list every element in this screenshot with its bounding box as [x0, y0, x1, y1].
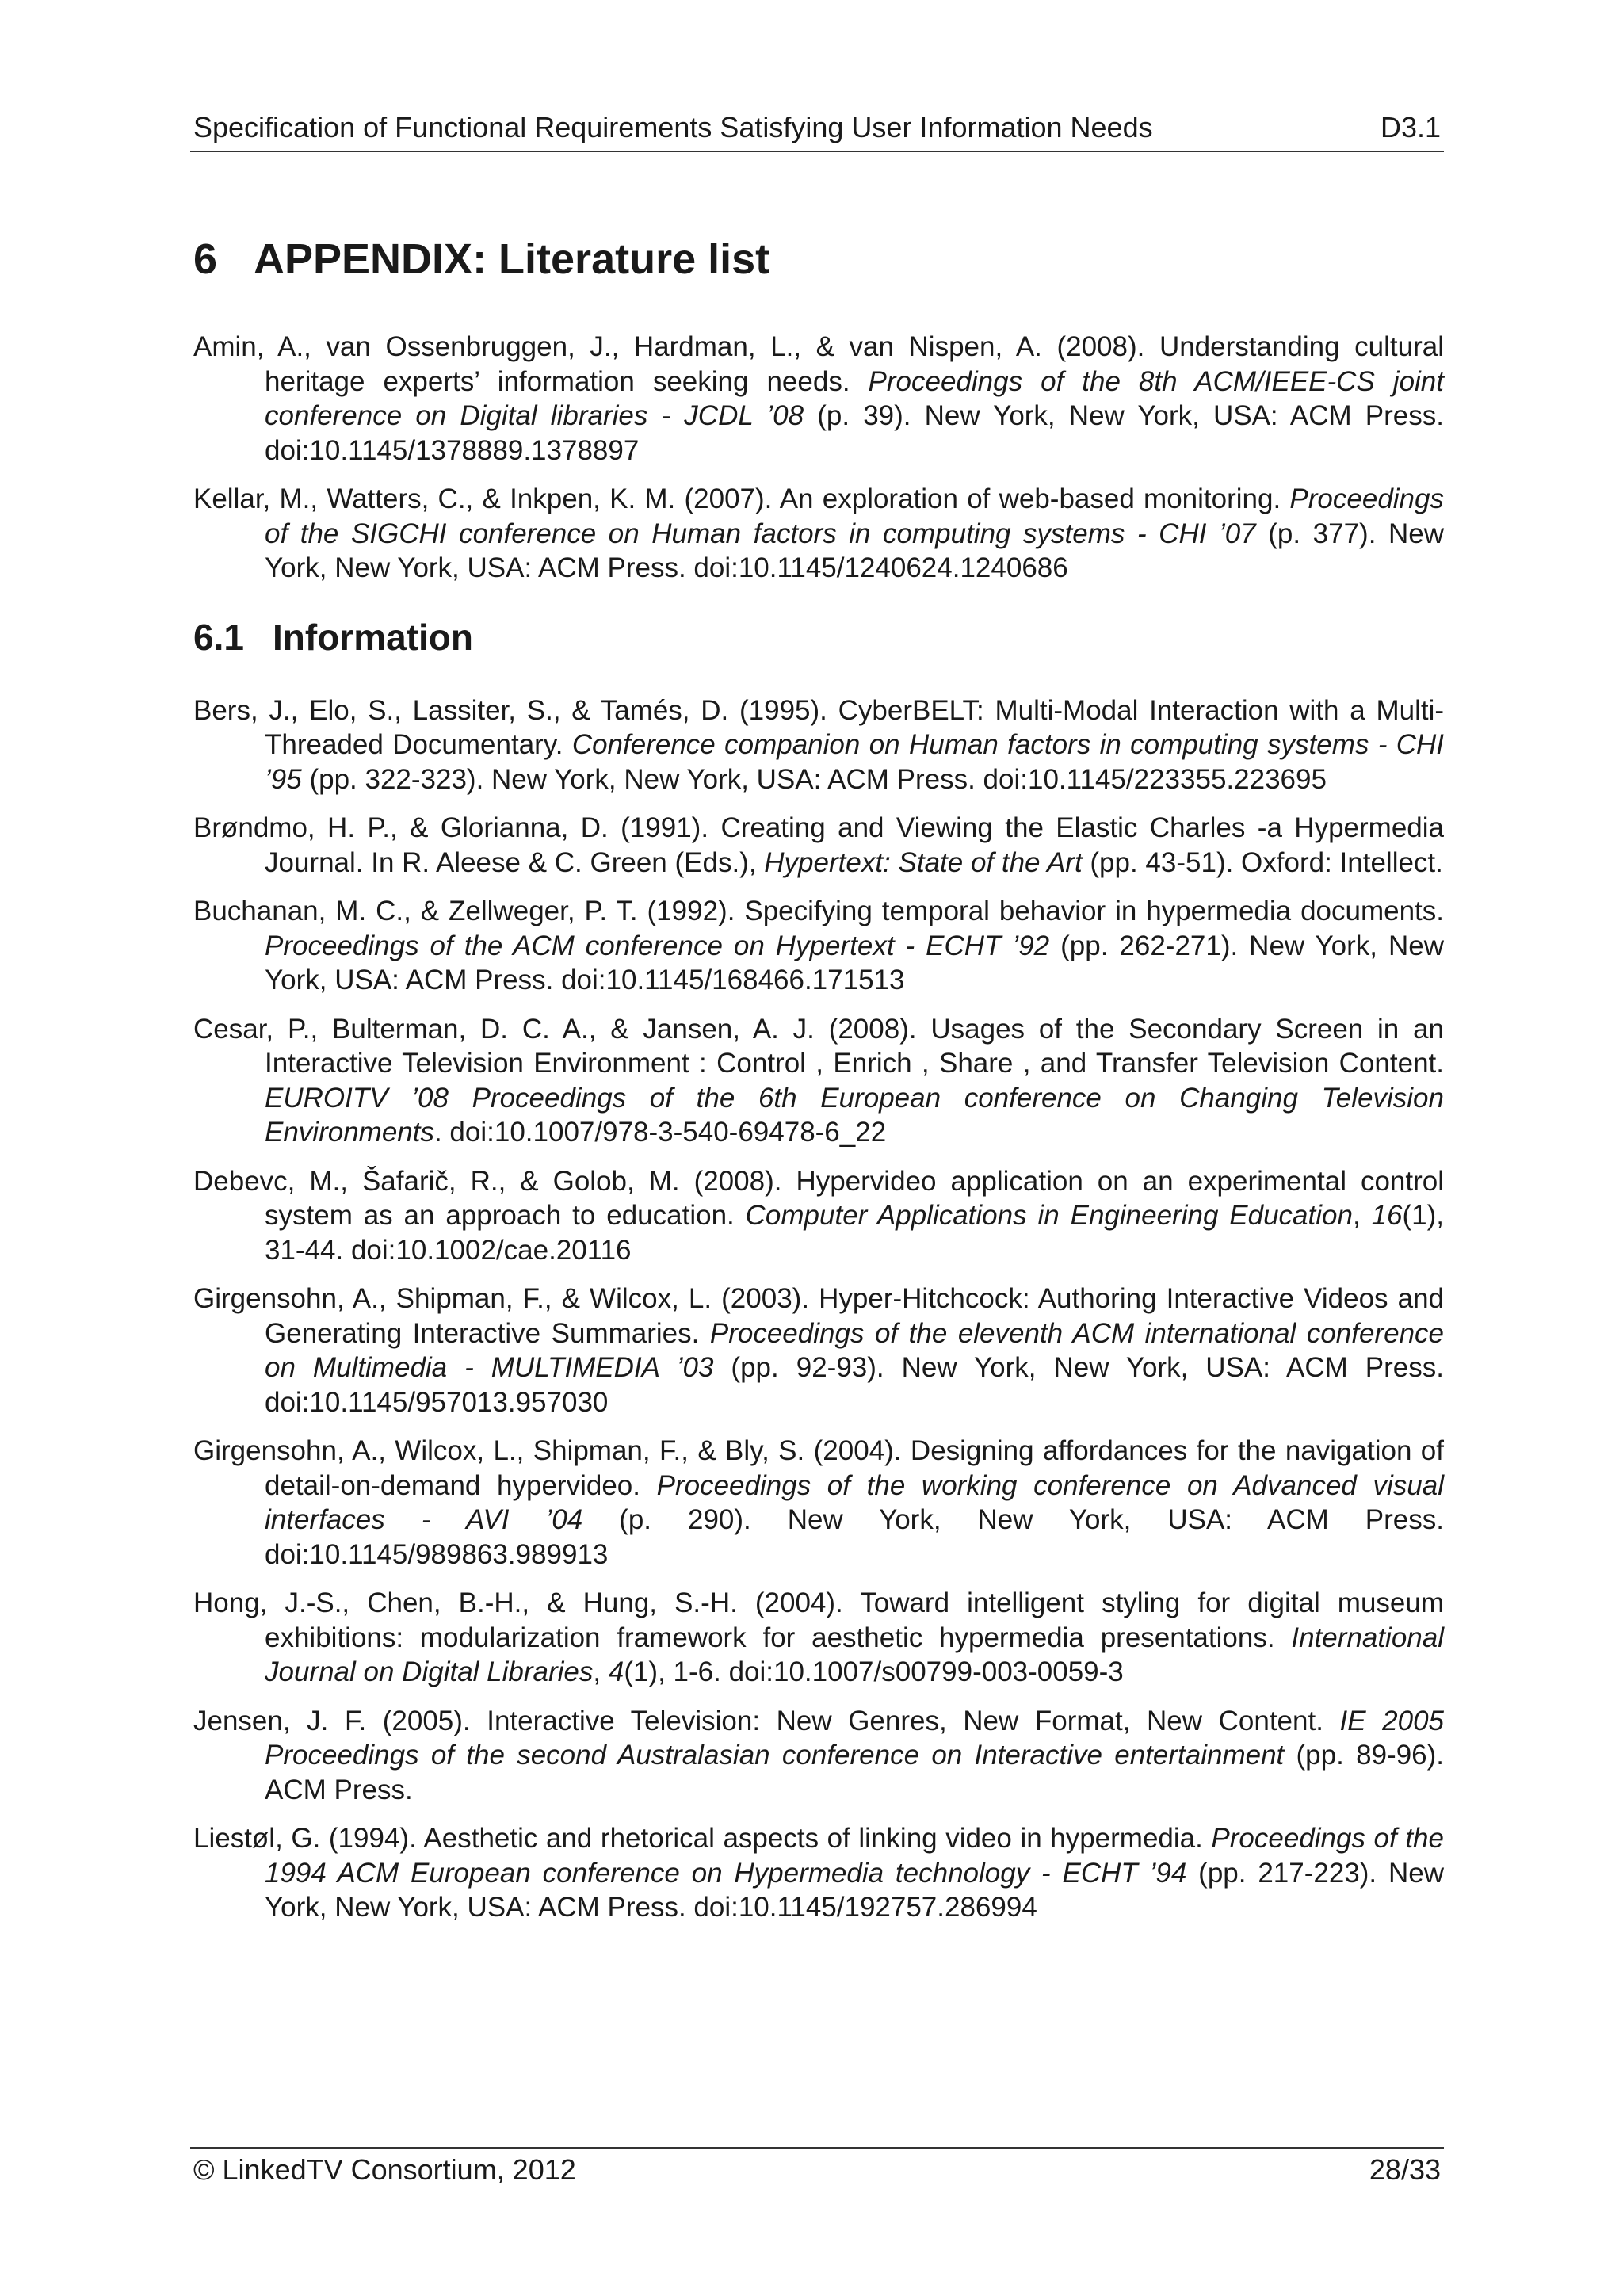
subsection-number: 6.1 [193, 616, 244, 658]
reference-item: Liestøl, G. (1994). Aesthetic and rhetorical aspects of linking video in hypermedia. Proceedings of the 1994 ACM European conference on Hypermedia technology - ECHT ’94 (pp. 217-223). New York, New York, USA: ACM Press. doi:10.1145/192757.286994 [193, 1823, 1444, 1923]
footer-page-number: 28/33 [1369, 2153, 1441, 2186]
section-reference-list [193, 330, 1444, 586]
section-title: APPENDIX: Literature list [254, 235, 770, 283]
reference-item: Cesar, P., Bulterman, D. C. A., & Jansen, A. J. (2008). Usages of the Secondary Screen in an Interactive Television Environment : Control , Enrich , Share , and Transfer Television Content. EUROITV ’08 Proceedings of the 6th European conference on Changing Television Environments. doi:10.1007/978-3-540-69478-6_22 [193, 1013, 1444, 1148]
section-number: 6 [193, 235, 218, 283]
reference-item: Brøndmo, H. P., & Glorianna, D. (1991). Creating and Viewing the Elastic Charles -a Hypermedia Journal. In R. Aleese & C. Green (Eds.), Hypertext: State of the Art (pp. 43-51). Oxford: Intellect. [193, 812, 1444, 878]
reference-item: Girgensohn, A., Shipman, F., & Wilcox, L. (2003). Hyper-Hitchcock: Authoring Interactive Videos and Generating Interactive Summaries. Proceedings of the eleventh ACM international conference on Multimedia - MULTIMEDIA ’03 (pp. 92-93). New York, New York, USA: ACM Press. doi:10.1145/957013.957030 [193, 1283, 1445, 1418]
page-content [193, 235, 1444, 1939]
header-doc-id: D3.1 [1380, 111, 1441, 143]
section-heading [193, 235, 1444, 284]
reference-item: Buchanan, M. C., & Zellweger, P. T. (1992). Specifying temporal behavior in hypermedia documents. Proceedings of the ACM conference on Hypertext - ECHT ’92 (pp. 262-271). New York, New York, USA: ACM Press. doi:10.1145/168466.171513 [193, 896, 1445, 995]
subsection-reference-list [193, 693, 1444, 1925]
subsection-heading [193, 616, 1444, 659]
reference-item: Amin, A., van Ossenbruggen, J., Hardman, L., & van Nispen, A. (2008). Understanding cultural heritage experts’ information seeking needs. Proceedings of the 8th ACM/IEEE-CS joint conference on Digital libraries - JCDL ’08 (p. 39). New York, New York, USA: ACM Press. doi:10.1145/1378889.1378897 [193, 331, 1444, 466]
reference-item: Kellar, M., Watters, C., & Inkpen, K. M. (2007). An exploration of web-based monitoring. Proceedings of the SIGCHI conference on Human factors in computing systems - CHI ’07 (p. 377). New York, New York, USA: ACM Press. doi:10.1145/1240624.1240686 [193, 483, 1444, 583]
page-header [190, 111, 1444, 152]
header-title: Specification of Functional Requirements Satisfying User Information Needs [193, 111, 1153, 143]
reference-item: Jensen, J. F. (2005). Interactive Television: New Genres, New Format, New Content. IE 2005 Proceedings of the second Australasian conference on Interactive entertainment (pp. 89-96). ACM Press. [193, 1705, 1445, 1805]
page-footer [190, 2147, 1444, 2186]
reference-item: Girgensohn, A., Wilcox, L., Shipman, F., & Bly, S. (2004). Designing affordances for the navigation of detail-on-demand hypervideo. Proceedings of the working conference on Advanced visual interfaces - AVI ’04 (p. 290). New York, New York, USA: ACM Press. doi:10.1145/989863.989913 [193, 1435, 1444, 1570]
reference-item: Hong, J.-S., Chen, B.-H., & Hung, S.-H. (2004). Toward intelligent styling for digital museum exhibitions: modularization framework for aesthetic hypermedia presentations. International Journal on Digital Libraries, 4(1), 1-6. doi:10.1007/s00799-003-0059-3 [193, 1587, 1444, 1687]
reference-item: Bers, J., Elo, S., Lassiter, S., & Tamés, D. (1995). CyberBELT: Multi-Modal Interaction with a Multi-Threaded Documentary. Conference companion on Human factors in computing systems - CHI ’95 (pp. 322-323). New York, New York, USA: ACM Press. doi:10.1145/223355.223695 [193, 694, 1444, 795]
subsection-title: Information [273, 616, 473, 658]
footer-copyright: © LinkedTV Consortium, 2012 [193, 2153, 576, 2186]
reference-item: Debevc, M., Šafarič, R., & Golob, M. (2008). Hypervideo application on an experimental control system as an approach to education. Computer Applications in Engineering Education, 16(1), 31-44. doi:10.1002/cae.20116 [193, 1165, 1444, 1266]
